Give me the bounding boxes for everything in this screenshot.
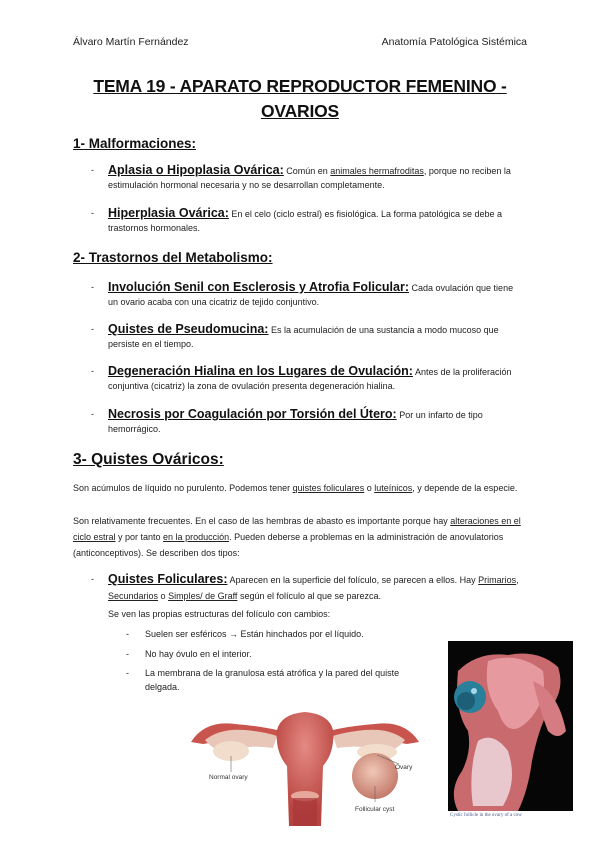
text: , (516, 575, 519, 585)
sub-list-item (126, 627, 426, 641)
photo-caption: Cystic follicle in the ovary of a cow (450, 813, 522, 818)
term: Aplasia o Hipoplasia Ovárica: (108, 163, 284, 177)
text: Por un infarto de tipo hemorrágico. (108, 410, 483, 434)
text: Antes de la proliferación conjuntiva (cicatriz) la zona de ovulación presenta degeneración hialina. (108, 367, 512, 391)
text: . Pueden deberse a problemas en la administración de anovulatorios (anticonceptivos). Se describen dos tipos: (73, 532, 504, 558)
list-item-quistes-foliculares (91, 571, 523, 604)
list-item-involucion (91, 280, 523, 309)
sub-item-text: Suelen ser esféricos → Están hinchados por el líquido. (145, 629, 364, 639)
text: En el celo (ciclo estral) es fisiológica. La forma patológica se debe a trastornos hormonales. (108, 209, 503, 233)
text: o (158, 591, 169, 601)
text: según el folículo al que se parezca. (237, 591, 382, 601)
term: Degeneración Hialina en los Lugares de Ovulación: (108, 364, 413, 378)
bullet-dash: - (126, 668, 129, 678)
underlined-text: animales hermafroditas (330, 166, 424, 176)
bullet-dash: - (126, 629, 129, 639)
underlined-text: alteraciones en el ciclo estral (73, 516, 521, 542)
label-follicular-cyst: Follicular cyst (355, 806, 395, 813)
specimen-photo-icon (448, 641, 573, 811)
bullet-dash: - (126, 649, 129, 659)
underlined-text: quistes foliculares (292, 483, 365, 493)
text: , y depende de la especie. (412, 483, 518, 493)
term: Quistes Foliculares: (108, 572, 228, 586)
uterus-ovary-diagram (185, 708, 425, 826)
section-heading-metabolismo: 2- Trastornos del Metabolismo: (73, 250, 273, 265)
section-heading-malformaciones: 1- Malformaciones: (73, 136, 197, 151)
underlined-text: en la producción (163, 532, 230, 542)
term: Necrosis por Coagulación por Torsión del Útero: (108, 407, 397, 421)
text: Cada ovulación que tiene un ovario acaba con una cicatriz de tejido conjuntivo. (108, 283, 514, 307)
cystic-follicle-photo (448, 641, 573, 811)
text: o (364, 483, 375, 493)
foliculares-intro: Se ven las propias estructuras del folículo con cambios: (108, 609, 331, 619)
list-item-necrosis (91, 407, 523, 436)
text: , porque no reciben la estimulación hormonal necesaria y no se desarrollan completamente. (108, 166, 511, 190)
section-heading-quistes: 3- Quistes Ováricos: (73, 451, 224, 468)
paragraph-quistes-frecuencia (73, 513, 523, 561)
underlined-text: Secundarios (108, 591, 159, 601)
term: Hiperplasia Ovárica: (108, 206, 229, 220)
text: y por tanto (115, 532, 164, 542)
bullet-dash: - (91, 409, 94, 419)
paragraph-quistes-intro (73, 480, 523, 496)
bullet-dash: - (91, 366, 94, 376)
sub-list-item (126, 666, 426, 694)
header-subject: Anatomía Patológica Sistémica (381, 36, 527, 48)
list-item-degeneracion (91, 364, 523, 393)
underlined-text: Primarios (478, 575, 517, 585)
bullet-dash: - (91, 574, 94, 584)
uterus-illustration-icon (185, 708, 425, 826)
bullet-dash: - (91, 165, 94, 175)
text: Son acúmulos de líquido no purulento. Podemos tener (73, 483, 293, 493)
label-ovary: Ovary (395, 764, 413, 771)
bullet-dash: - (91, 324, 94, 334)
underlined-text: Simples/ de Graff (168, 591, 238, 601)
page-title (60, 74, 540, 124)
bullet-dash: - (91, 208, 94, 218)
text: Son relativamente frecuentes. En el caso de las hembras de abasto es importante porque hay (73, 516, 451, 526)
text: Común en (283, 166, 331, 176)
header-author: Álvaro Martín Fernández (73, 36, 189, 48)
bullet-dash: - (91, 282, 94, 292)
sub-item-text: No hay óvulo en el interior. (145, 649, 252, 659)
text: Es la acumulación de una sustancia a modo mucoso que persiste en el tiempo. (108, 325, 499, 349)
title-line-1: TEMA 19 - APARATO REPRODUCTOR FEMENINO - (93, 76, 507, 96)
text: Aparecen en la superficie del folículo, se parecen a ellos. Hay (227, 575, 479, 585)
list-item-pseudomucina (91, 322, 523, 351)
underlined-text: luteínicos (374, 483, 413, 493)
sub-item-text: La membrana de la granulosa está atrófica y la pared del quiste delgada. (145, 668, 400, 692)
title-line-2: OVARIOS (260, 101, 339, 121)
term: Quistes de Pseudomucina: (108, 322, 269, 336)
list-item-hiperplasia (91, 206, 523, 235)
term: Involución Senil con Esclerosis y Atrofia Folicular: (108, 280, 409, 294)
label-normal-ovary: Normal ovary (209, 774, 248, 781)
sub-list-item (126, 647, 426, 661)
list-item-aplasia (91, 163, 523, 192)
